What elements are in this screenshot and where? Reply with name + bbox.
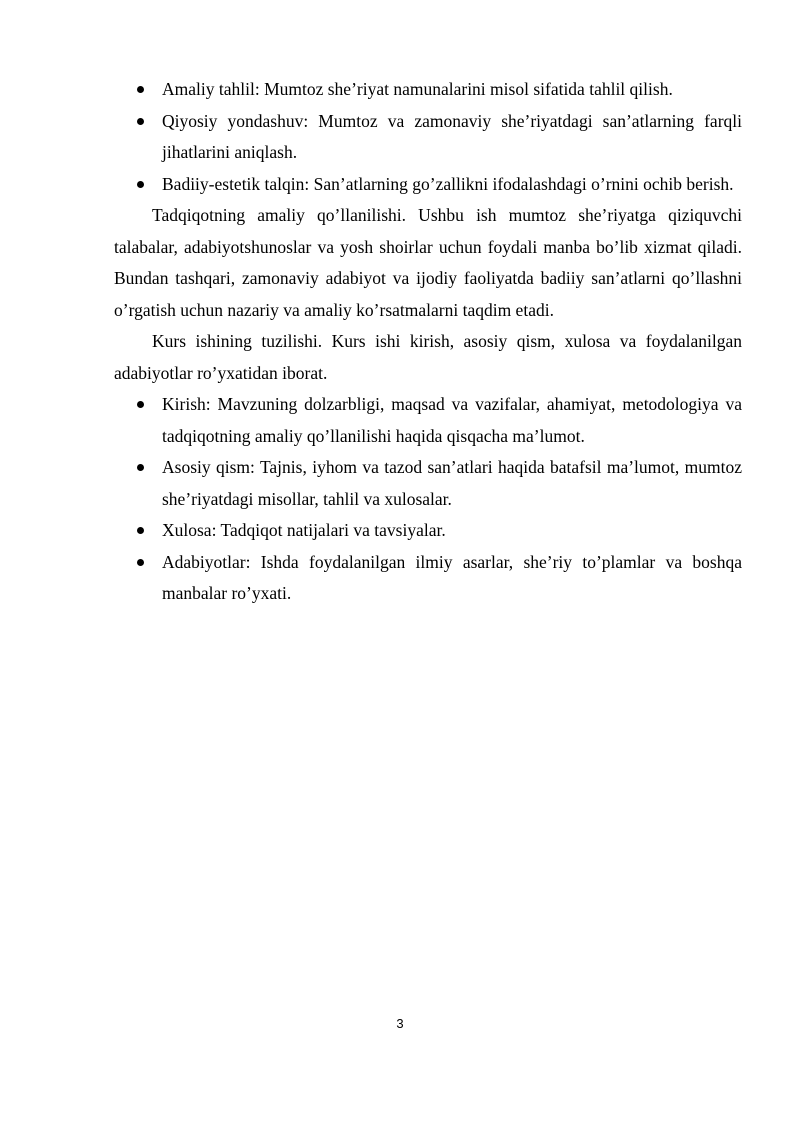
bullet-icon (137, 559, 144, 566)
bullet-icon (137, 181, 144, 188)
paragraph-structure: Kurs ishining tuzilishi. Kurs ishi kirish, asosiy qism, xulosa va foydalanilgan adabiyotlar ro’yxatidan iborat. (114, 331, 742, 383)
list-item-text: Adabiyotlar: Ishda foydalanilgan ilmiy asarlar, she’riy to’plamlar va boshqa manbalar ro’yxati. (162, 551, 742, 603)
list-item-text: Badiiy-estetik talqin: San’atlarning go’zallikni ifodalashdagi o’rnini ochib berish. (162, 173, 734, 194)
list-item-text: Xulosa: Tadqiqot natijalari va tavsiyalar. (162, 520, 446, 540)
list-item-text: Asosiy qism: Tajnis, iyhom va tazod san’atlari haqida batafsil ma’lumot, mumtoz she’riyatdagi misollar, tahlil va xulosalar. (162, 457, 742, 509)
list-item-text: Kirish: Mavzuning dolzarbligi, maqsad va vazifalar, ahamiyat, metodologiya va tadqiqotning amaliy qo’llanilishi haqida qisqacha ma’lumot. (162, 394, 742, 446)
paragraph-practical-application: Tadqiqotning amaliy qo’llanilishi. Ushbu ish mumtoz she’riyatga qiziquvchi talabalar, adabiyotshunoslar va yosh shoirlar uchun foydali manba bo’lib xizmat qiladi. Bundan tashqari, zamonaviy adabiyot va ijodiy faoliyatda badiiy san’atlarni qo’llashni o’rgatish uchun nazariy va amaliy ko’rsatmalarni taqdim etadi. (114, 205, 742, 320)
list-item (114, 169, 742, 201)
bullet-icon (137, 401, 144, 408)
bullet-icon (137, 527, 144, 534)
bullet-icon (137, 86, 144, 93)
list-item (114, 74, 742, 106)
list-item (114, 106, 742, 169)
bullet-list-methods (114, 74, 742, 200)
bullet-icon (137, 118, 144, 125)
list-item (114, 547, 742, 610)
page-content (114, 74, 742, 610)
list-item-text: Amaliy tahlil: Mumtoz she’riyat namunalarini misol sifatida tahlil qilish. (162, 79, 673, 99)
bullet-icon (137, 464, 144, 471)
list-item (114, 515, 742, 547)
list-item (114, 452, 742, 515)
page-number: 3 (396, 1016, 404, 1031)
bullet-list-structure (114, 389, 742, 610)
list-item-text: Qiyosiy yondashuv: Mumtoz va zamonaviy she’riyatdagi san’atlarning farqli jihatlarini aniqlash. (162, 110, 742, 162)
list-item (114, 389, 742, 452)
